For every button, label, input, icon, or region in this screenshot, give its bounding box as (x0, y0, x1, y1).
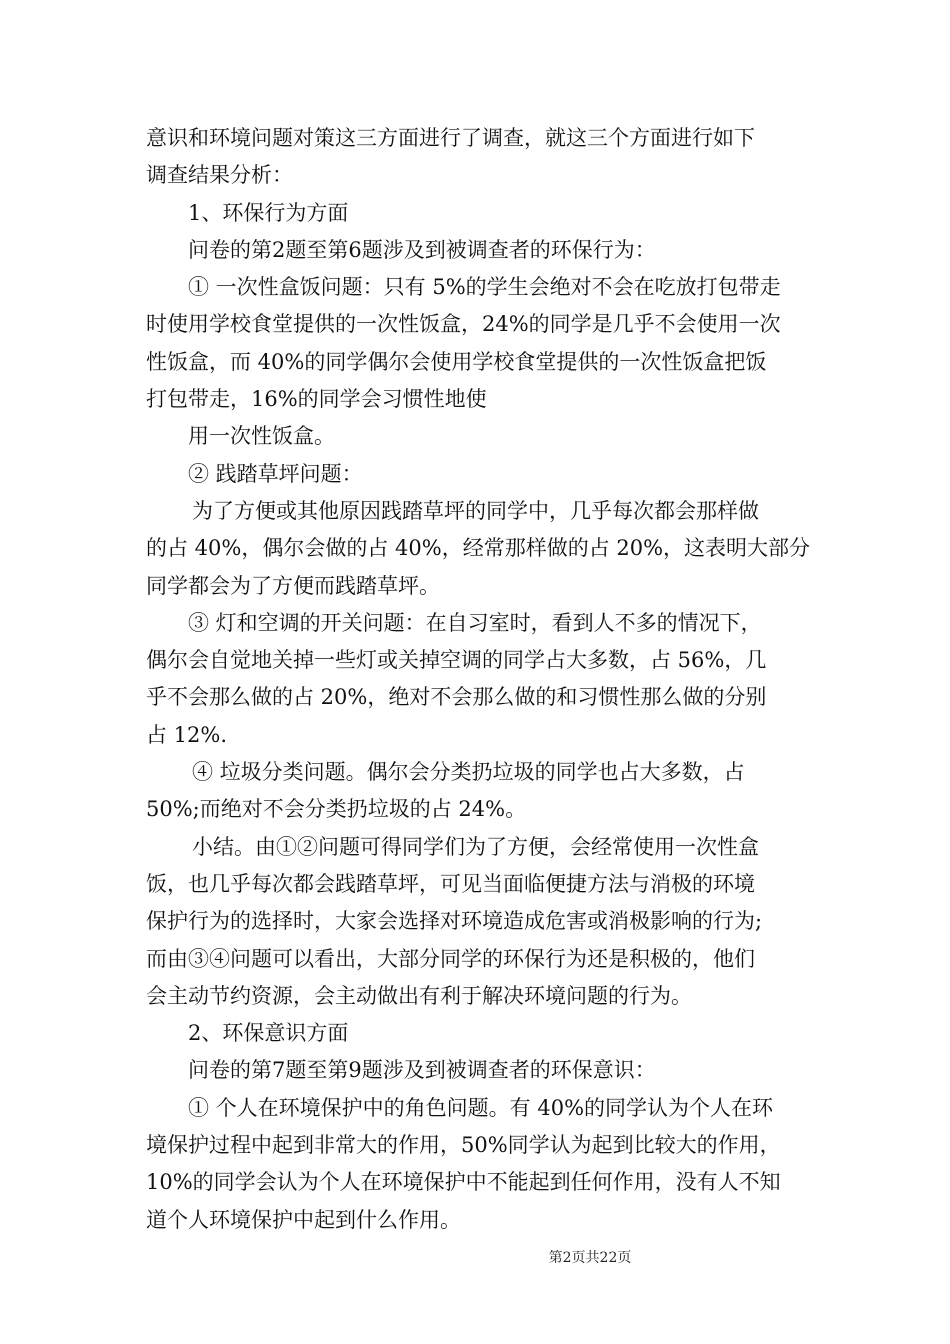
text-line: ③ 灯和空调的开关问题：在自习室时，看到人不多的情况下， (188, 610, 762, 635)
text-line: ① 个人在环境保护中的角色问题。有 40%的同学认为个人在环 (188, 1095, 774, 1120)
text-line: 小结。由①②问题可得同学们为了方便，会经常使用一次性盒 (192, 834, 759, 859)
text-line: 性饭盒，而 40%的同学偶尔会使用学校食堂提供的一次性饭盒把饭 (146, 349, 767, 374)
page-number: 第2页共22页 (548, 1250, 632, 1266)
text-line: 时使用学校食堂提供的一次性饭盒，24%的同学是几乎不会使用一次 (146, 312, 781, 337)
text-line: 调查结果分析： (146, 163, 293, 188)
text-line: 用一次性饭盒。 (188, 424, 335, 449)
text-line: 意识和环境问题对策这三方面进行了调查，就这三个方面进行如下 (146, 126, 755, 150)
text-line: 50%;而绝对不会分类扔垃圾的占 24%。 (146, 797, 527, 822)
text-line: 而由③④问题可以看出，大部分同学的环保行为还是积极的，他们 (146, 946, 755, 971)
text-line: ② 践踏草坪问题： (188, 461, 363, 486)
text-line: 的占 40%，偶尔会做的占 40%，经常那样做的占 20%，这表明大部分 (146, 536, 811, 561)
text-line: 同学都会为了方便而践踏草坪。 (146, 573, 440, 598)
text-line: 饭，也几乎每次都会践踏草坪，可见当面临便捷方法与消极的环境 (146, 871, 755, 896)
text-line: 乎不会那么做的占 20%，绝对不会那么做的和习惯性那么做的分别 (146, 685, 767, 710)
text-line: 问卷的第2题至第6题涉及到被调查者的环保行为： (188, 237, 656, 262)
text-line: 问卷的第7题至第9题涉及到被调查者的环保意识： (188, 1058, 656, 1083)
text-line: 道个人环境保护中起到什么作用。 (146, 1207, 461, 1232)
text-line: 保护行为的选择时，大家会选择对环境造成危害或消极影响的行为; (146, 909, 763, 934)
section-heading: 1、环保行为方面 (188, 200, 349, 225)
text-line: 10%的同学会认为个人在环境保护中不能起到任何作用，没有人不知 (146, 1170, 781, 1195)
text-line: 偶尔会自觉地关掉一些灯或关掉空调的同学占大多数，占 56%，几 (146, 648, 767, 673)
section-heading: 2、环保意识方面 (188, 1021, 349, 1046)
text-line: 会主动节约资源，会主动做出有利于解决环境问题的行为。 (146, 983, 692, 1008)
text-line: 境保护过程中起到非常大的作用，50%同学认为起到比较大的作用， (146, 1133, 781, 1158)
text-line: 为了方便或其他原因践踏草坪的同学中，几乎每次都会那样做 (192, 498, 759, 523)
text-line: ④ 垃圾分类问题。偶尔会分类扔垃圾的同学也占大多数，占 (192, 760, 745, 785)
text-line: 占 12%. (146, 722, 228, 747)
text-line: ① 一次性盒饭问题：只有 5%的学生会绝对不会在吃放打包带走 (188, 275, 781, 300)
text-line: 打包带走，16%的同学会习惯性地使 (146, 387, 487, 412)
document-body (146, 120, 811, 1239)
